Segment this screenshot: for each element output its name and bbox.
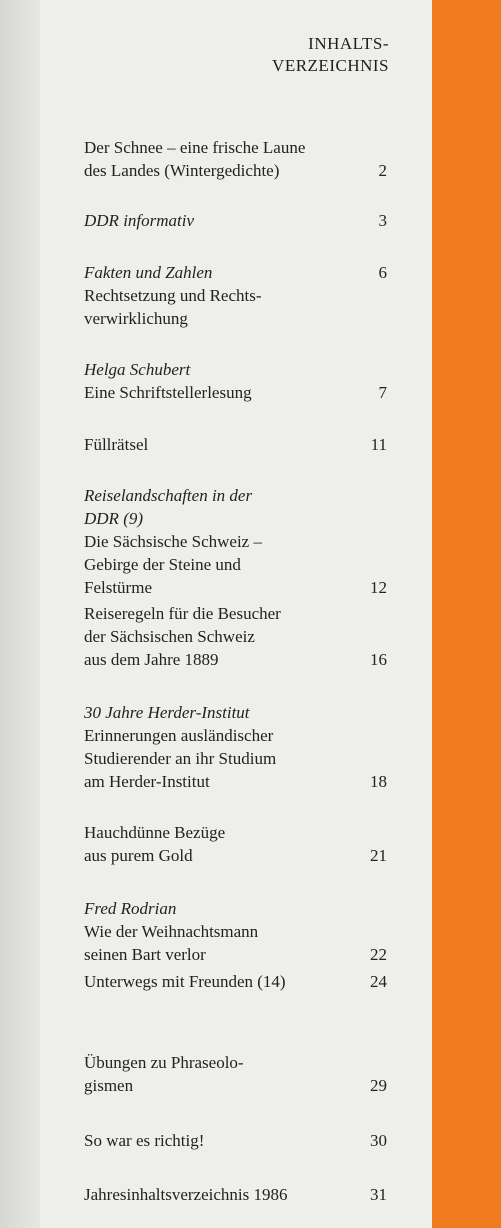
toc-entry[interactable] xyxy=(84,897,387,966)
page-number: 3 xyxy=(378,211,387,230)
toc-entry[interactable] xyxy=(84,1129,387,1152)
entry-title-line: So war es richtig! xyxy=(84,1131,205,1150)
page-number: 18 xyxy=(370,772,387,791)
entry-title-line: Wie der Weihnachtsmann xyxy=(84,922,259,941)
page-number: 7 xyxy=(378,383,387,402)
toc-entry[interactable] xyxy=(84,484,387,599)
toc-entry[interactable] xyxy=(84,602,387,671)
entry-title-line: der Sächsischen Schweiz xyxy=(84,627,255,646)
toc-entry[interactable] xyxy=(84,136,387,182)
toc-entry[interactable] xyxy=(84,209,387,232)
entry-title-line: Die Sächsische Schweiz – xyxy=(84,532,262,551)
entry-author: 30 Jahre Herder-Institut xyxy=(84,703,250,722)
toc-entry[interactable] xyxy=(84,358,387,404)
entry-title-line: Eine Schriftstellerlesung xyxy=(84,383,252,402)
entry-author: Helga Schubert xyxy=(84,360,191,379)
page-number: 30 xyxy=(370,1131,387,1150)
toc-entry[interactable] xyxy=(84,821,387,867)
entry-title-line: Rechtsetzung und Rechts- xyxy=(84,286,262,305)
entry-title-line: Reiseregeln für die Besucher xyxy=(84,604,281,623)
entry-title-line: Felstürme xyxy=(84,578,152,597)
title-line: INHALTS- xyxy=(308,34,389,53)
entry-author: Fred Rodrian xyxy=(84,899,177,918)
entry-title-line: des Landes (Wintergedichte) xyxy=(84,161,280,180)
orange-cover-edge xyxy=(432,0,501,1228)
page-number: 16 xyxy=(370,650,387,669)
entry-author: Fakten und Zahlen xyxy=(84,263,213,282)
entry-title-line: Hauchdünne Bezüge xyxy=(84,823,226,842)
entry-title-line: Der Schnee – eine frische Laune xyxy=(84,138,306,157)
page-number: 24 xyxy=(370,972,387,991)
page-number: 11 xyxy=(370,435,387,454)
entry-title-line: Studierender an ihr Studium xyxy=(84,749,277,768)
entry-author: DDR informativ xyxy=(84,211,195,230)
toc-entry[interactable] xyxy=(84,1183,387,1206)
entry-title-line: gismen xyxy=(84,1076,134,1095)
entry-title-line: aus purem Gold xyxy=(84,846,193,865)
entry-title-line: aus dem Jahre 1889 xyxy=(84,650,219,669)
entry-author: Reiselandschaften in der xyxy=(84,486,253,505)
toc-entry[interactable] xyxy=(84,261,387,330)
page-number: 29 xyxy=(370,1076,387,1095)
entry-author: DDR (9) xyxy=(84,509,144,528)
toc-entry[interactable] xyxy=(84,433,387,456)
page-number: 12 xyxy=(370,578,387,597)
entry-title-line: seinen Bart verlor xyxy=(84,945,206,964)
toc-entry[interactable] xyxy=(84,970,387,993)
toc-entry[interactable] xyxy=(84,701,387,793)
page-number: 22 xyxy=(370,945,387,964)
entry-title-line: am Herder-Institut xyxy=(84,772,210,791)
entry-title-line: Unterwegs mit Freunden (14) xyxy=(84,972,286,991)
entry-title-line: Gebirge der Steine und xyxy=(84,555,241,574)
entry-title-line: Füllrätsel xyxy=(84,435,149,454)
entry-title-line: Jahresinhaltsverzeichnis 1986 xyxy=(84,1185,288,1204)
page-number: 31 xyxy=(370,1185,387,1204)
page-number: 2 xyxy=(378,161,387,180)
page-title xyxy=(272,33,389,77)
entry-title-line: Übungen zu Phraseolo- xyxy=(84,1053,244,1072)
entry-title-line: verwirklichung xyxy=(84,309,188,328)
page-number: 6 xyxy=(378,263,387,282)
title-line: VERZEICHNIS xyxy=(272,56,389,75)
entry-title-line: Erinnerungen ausländischer xyxy=(84,726,274,745)
page-number: 21 xyxy=(370,846,387,865)
toc-entry[interactable] xyxy=(84,1051,387,1097)
